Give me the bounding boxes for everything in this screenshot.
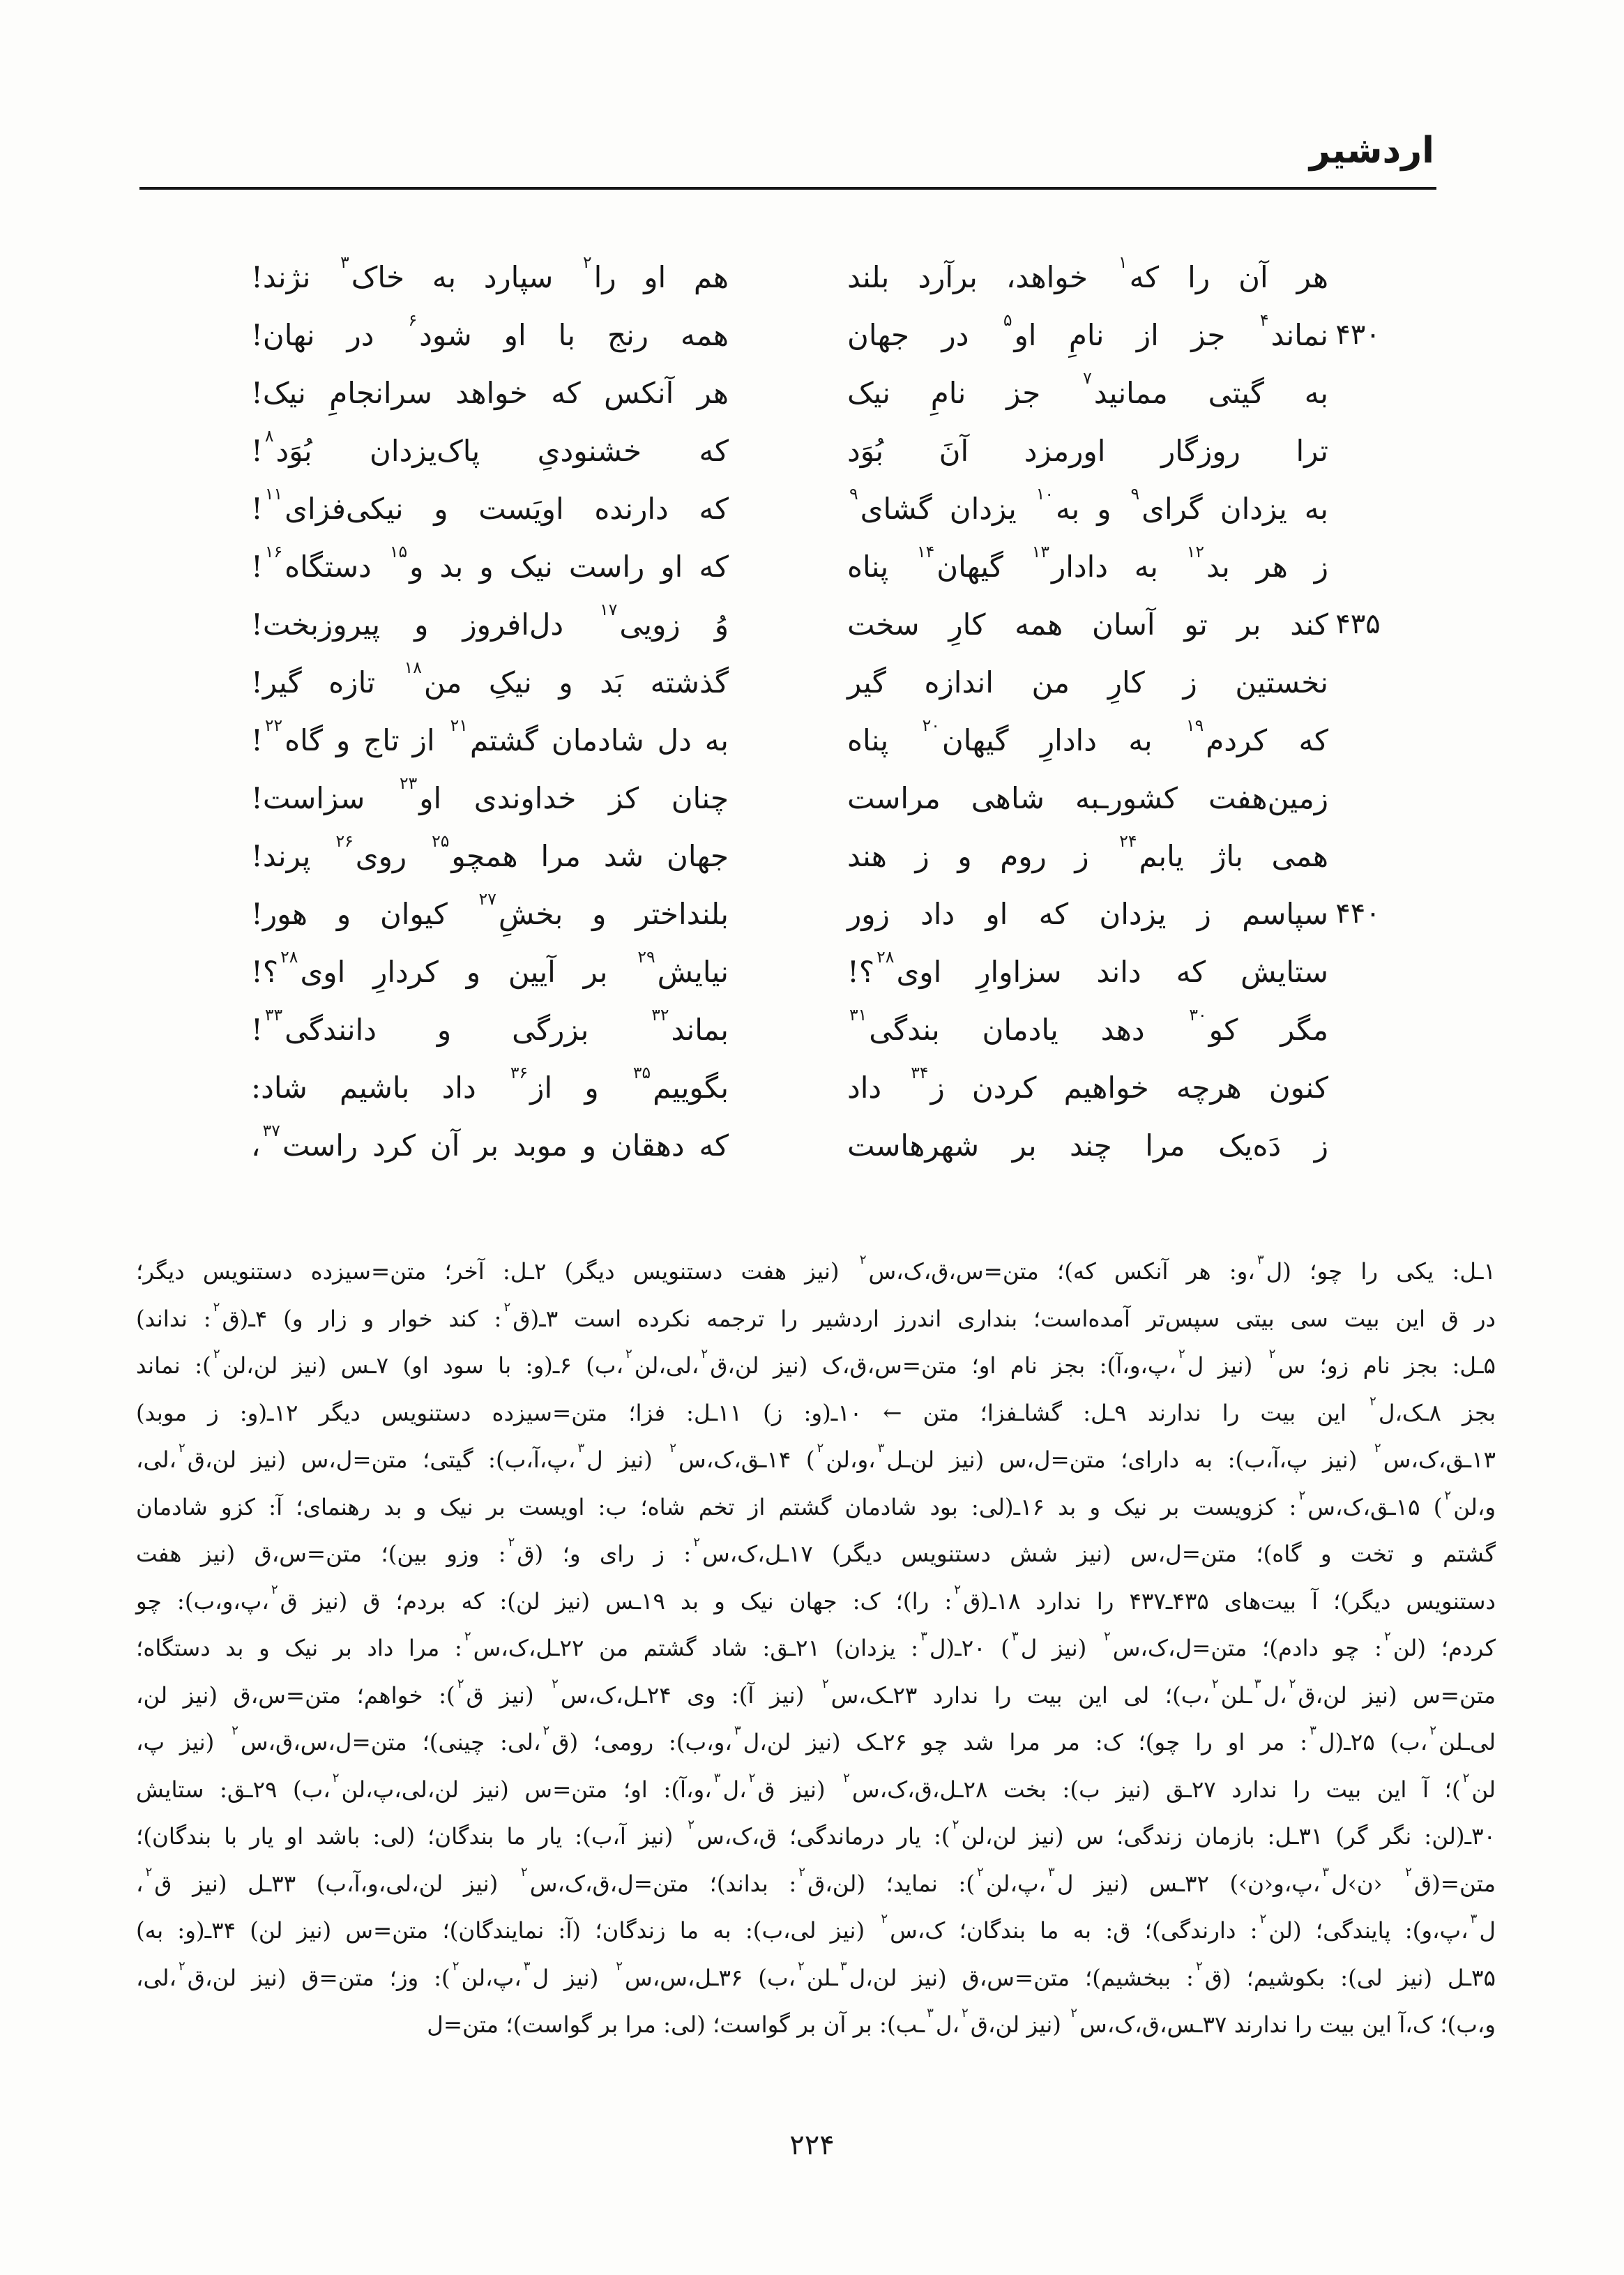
footnote-marker: ۲۶ bbox=[335, 831, 354, 852]
footnote-marker: ۱۸ bbox=[404, 658, 422, 678]
verse-number bbox=[1328, 769, 1388, 827]
footnote-marker: ۲ bbox=[748, 1770, 756, 1785]
footnote-marker: ۳۵ bbox=[632, 1063, 651, 1083]
footnote-line: ۵ـل: بجز نام زو؛ س$^۲$ (نیز ل$^۲$،پ،و،آ): بجز نام او؛ متن=س،ق،ک (نیز لن،ق$^۲$،لی،لن$^۲$،ب) ۶ـ(و: با سود او) ۷ـس (نیز لن،لن$^۲$): نماند bbox=[136, 1347, 1496, 1379]
footnote-marker: ۲ bbox=[962, 2006, 969, 2021]
column-gap bbox=[729, 885, 847, 943]
footnote-line: ۱۳ـق،ک،س$^۲$ (نیز پ،آ،ب): به دارای؛ متن=ل،س (نیز لن‌ـل$^۳$،و،لن$^۲$) ۱۴ـق،ک،س$^۲$ (نیز ل$^۳$،پ،آ،ب): گیتی؛ متن=ل،س (نیز لن،ق$^۲$،لی، bbox=[136, 1441, 1496, 1473]
footnote-marker: ۱۵ bbox=[389, 542, 408, 562]
column-gap bbox=[729, 422, 847, 480]
footnote-marker: ۲ bbox=[552, 1676, 559, 1691]
hemistich-second: نیایش$^{۲۹}$ بر آیین و کردارِ اوی$^{۲۸}$؟! bbox=[251, 947, 729, 989]
footnote-marker: ۳ bbox=[1322, 1864, 1330, 1880]
verse-row bbox=[251, 1117, 1388, 1174]
footnote-marker: ۹ bbox=[1130, 484, 1140, 504]
footnote-marker: ۳۲ bbox=[651, 1005, 669, 1025]
verse-row bbox=[251, 1001, 1388, 1059]
column-gap bbox=[729, 1001, 847, 1059]
footnote-marker: ۲ bbox=[1289, 1676, 1296, 1691]
footnote-marker: ۲ bbox=[954, 1582, 962, 1597]
hemistich-first: هر آن را که$^۱$ خواهد، برآرد بلند bbox=[847, 252, 1328, 294]
hemistich-first: مگر کو$^{۳۰}$ دهد یادمان بندگی$^{۳۱}$ bbox=[849, 1005, 1328, 1047]
hemistich-first: زمین‌هفت کشورـبه شاهی مراست bbox=[847, 781, 1328, 815]
footnote-marker: ۷ bbox=[1083, 368, 1092, 388]
footnote-marker: ۱۶ bbox=[264, 542, 283, 562]
footnote-marker: ۱۲ bbox=[1186, 542, 1205, 562]
footnote-marker: ۲ bbox=[881, 1912, 888, 1927]
hemistich-second: که دهقان و موبد بر آن کرد راست$^{۳۷}$، bbox=[251, 1121, 729, 1163]
footnote-marker: ۲ bbox=[508, 1535, 515, 1550]
footnote-marker: ۱۳ bbox=[1031, 542, 1049, 562]
page-number: ۲۲۴ bbox=[789, 2129, 835, 2161]
verse-number bbox=[1328, 364, 1388, 422]
hemistich-first: ز دَه‌یک مرا چند بر شهرهاست bbox=[847, 1128, 1328, 1163]
footnote-marker: ۲ bbox=[1211, 1676, 1219, 1691]
verse-number bbox=[1328, 653, 1388, 711]
hemistich-second: که خشنودیِ پاک‌یزدان بُوَد$^۸$! bbox=[251, 426, 729, 468]
footnote-marker: ۲ bbox=[1268, 1347, 1276, 1362]
hemistich-first: نخستین ز کارِ من اندازه گیر bbox=[847, 665, 1328, 700]
footnote-marker: ۲ bbox=[542, 1723, 550, 1739]
verse-row bbox=[251, 885, 1388, 943]
column-gap bbox=[729, 248, 847, 306]
footnote-marker: ۳۳ bbox=[264, 1005, 283, 1025]
hemistich-first: سپاسم ز یزدان که او داد زور bbox=[847, 897, 1328, 931]
footnote-line: ل$^۳$،پ،و): پایندگی؛ (لن$^۲$: دارندگی)؛ ق: به ما بندگان؛ ک،س$^۲$ (نیز لی،ب): به ما زندگان؛ (آ: نمایندگان)؛ متن=س (نیز لن) ۳۴ـ(و: به) bbox=[136, 1912, 1496, 1944]
hemistich-first: ز هر بد$^{۱۲}$ به دادار$^{۱۳}$ گیهان$^{۱۴}$ پناه bbox=[847, 542, 1328, 584]
footnote-marker: ۲ bbox=[625, 1347, 632, 1362]
hemistich-first: که کردم$^{۱۹}$ به دادارِ گیهان$^{۲۰}$ پناه bbox=[847, 716, 1328, 757]
footnote-marker: ۲۸ bbox=[280, 947, 298, 967]
hemistich-second: هم او را$^۲$ سپارد به خاک$^۳$ نژند! bbox=[251, 252, 729, 294]
verse-row bbox=[251, 248, 1388, 306]
footnote-marker: ۲ bbox=[457, 1676, 464, 1691]
hemistich-first: به یزدان گرای$^۹$ و به$^{۱۰}$ یزدان گشای$^۹$ bbox=[849, 484, 1328, 526]
hemistich-second: گذشته بَد و نیکِ من$^{۱۸}$ تازه گیر! bbox=[251, 658, 729, 700]
footnote-line: در ق این بیت سی بیتی سپس‌تر آمده‌است؛ بنداری اندرز اردشیر را ترجمه نکرده است ۳ـ(ق$^۲$: کند خوار و زار و) ۴ـ(ق$^۲$: نداند) bbox=[136, 1299, 1496, 1332]
hemistich-second: بگوییم$^{۳۵}$ و از$^{۳۶}$ داد باشیم شاد: bbox=[251, 1063, 729, 1105]
hemistich-second: بماند$^{۳۲}$ بزرگی و دانندگی$^{۳۳}$! bbox=[251, 1005, 729, 1047]
footnote-marker: ۲ bbox=[1369, 1393, 1376, 1409]
footnote-marker: ۲۹ bbox=[637, 947, 655, 967]
verse-number bbox=[1328, 827, 1388, 885]
footnote-marker: ۲ bbox=[688, 1817, 695, 1833]
verse-row bbox=[251, 538, 1388, 596]
verse-row bbox=[251, 596, 1388, 653]
verse-number bbox=[1328, 1117, 1388, 1174]
footnote-marker: ۲ bbox=[693, 1535, 700, 1550]
column-gap bbox=[729, 1059, 847, 1117]
footnote-marker: ۲ bbox=[1383, 1629, 1391, 1645]
verse-number: ۴۴۰ bbox=[1335, 898, 1381, 930]
footnote-marker: ۶ bbox=[408, 310, 418, 331]
footnote-marker: ۲ bbox=[503, 1299, 511, 1315]
hemistich-first: کنون هرچه خواهیم کردن ز$^{۳۴}$ داد bbox=[847, 1063, 1328, 1105]
footnote-line: دستنویس دیگر)؛ آ بیت‌های ۴۳۵ـ۴۳۷ را ندارد ۱۸ـ(ق$^۲$: را)؛ ک: جهان نیک و بد ۱۹ـس (نیز لن): که بردم؛ ق (نیز ق$^۲$،پ،و،ب): چو bbox=[136, 1582, 1496, 1615]
footnote-marker: ۲ bbox=[178, 1958, 185, 1974]
column-gap bbox=[729, 943, 847, 1001]
verse-number bbox=[1328, 538, 1388, 596]
footnote-marker: ۲ bbox=[821, 1676, 829, 1691]
footnote-marker: ۳ bbox=[877, 1441, 885, 1456]
footnote-marker: ۲ bbox=[464, 1629, 471, 1645]
footnote-marker: ۳ bbox=[713, 1770, 721, 1785]
footnote-marker: ۳ bbox=[1048, 1864, 1055, 1880]
footnote-marker: ۱ bbox=[1118, 252, 1128, 273]
footnote-marker: ۳۰ bbox=[1189, 1005, 1207, 1025]
chapter-title: اردشیر bbox=[1309, 129, 1434, 172]
verse-row bbox=[251, 480, 1388, 538]
footnote-marker: ۱۴ bbox=[916, 542, 935, 562]
hemistich-first: کند بر تو آسان همه کارِ سخت bbox=[847, 607, 1328, 642]
footnote-marker: ۳ bbox=[1310, 1723, 1316, 1739]
verse-number: ۴۳۵ bbox=[1335, 608, 1381, 640]
header-rule bbox=[139, 187, 1436, 190]
verse-number bbox=[1328, 480, 1388, 538]
verse-row bbox=[251, 827, 1388, 885]
verse-row bbox=[251, 306, 1388, 364]
hemistich-first: همی باژ یابم$^{۲۴}$ ز روم و ز هند bbox=[847, 831, 1328, 873]
footnote-marker: ۳ bbox=[1254, 1676, 1261, 1691]
footnote-marker: ۲ bbox=[977, 1864, 984, 1880]
verse-row bbox=[251, 364, 1388, 422]
footnote-marker: ۳ bbox=[734, 1723, 741, 1739]
footnote-marker: ۳۶ bbox=[510, 1063, 529, 1083]
footnote-marker: ۲ bbox=[1298, 1488, 1306, 1503]
footnote-marker: ۳۱ bbox=[849, 1005, 867, 1025]
column-gap bbox=[729, 769, 847, 827]
footnote-marker: ۲ bbox=[1405, 1864, 1412, 1880]
footnote-line: و،ب)؛ ک،آ این بیت را ندارند ۳۷ـس،ق،ک،س$^۲$ (نیز لن،ق$^۲$،ل$^۳$ـب): بر آن بر گواست؛ (لی: مرا بر گواست)؛ متن=ل bbox=[427, 2006, 1496, 2038]
verse-number bbox=[1328, 711, 1388, 769]
column-gap bbox=[729, 538, 847, 596]
footnote-marker: ۲۱ bbox=[450, 716, 468, 736]
verse-row bbox=[251, 1059, 1388, 1117]
hemistich-second: که او راست نیک و بد و$^{۱۵}$ دستگاه$^{۱۶}$! bbox=[251, 542, 729, 584]
footnote-marker: ۲ bbox=[798, 1864, 806, 1880]
footnote-marker: ۲ bbox=[1462, 1770, 1470, 1785]
footnote-marker: ۲ bbox=[1444, 1488, 1452, 1503]
footnote-line: لن$^۲$)؛ آ این بیت را ندارد ۲۷ـق (نیز ب): بخت ۲۸ـل،ق،ک،س$^۲$ (نیز ق$^۲$،ل$^۳$،و،آ): او؛ متن=س (نیز لن،لی،پ،لن$^۲$،ب) ۲۹ـق: ستایش bbox=[136, 1770, 1496, 1803]
hemistich-second: چنان کز خداوندی او$^{۲۳}$ سزاست! bbox=[251, 773, 729, 815]
verse-row bbox=[251, 943, 1388, 1001]
footnote-marker: ۲ bbox=[952, 1817, 959, 1833]
footnote-line: گشتم و تخت و گاه)؛ متن=ل،س (نیز شش دستنویس دیگر) ۱۷ـل،ک،س$^۲$: ز رای و؛ (ق$^۲$: وزو بین)؛ متن=س،ق (نیز هفت bbox=[136, 1535, 1496, 1567]
footnote-marker: ۲ bbox=[1196, 1958, 1203, 1974]
footnote-marker: ۲۲ bbox=[264, 716, 283, 736]
verse-row bbox=[251, 711, 1388, 769]
footnote-marker: ۳ bbox=[577, 1441, 585, 1456]
footnote-marker: ۹ bbox=[849, 484, 858, 504]
column-gap bbox=[729, 596, 847, 653]
footnote-marker: ۴ bbox=[1259, 310, 1269, 331]
footnote-marker: ۲ bbox=[232, 1723, 238, 1739]
verse-number bbox=[1328, 1001, 1388, 1059]
column-gap bbox=[729, 653, 847, 711]
column-gap bbox=[729, 480, 847, 538]
footnote-marker: ۲ bbox=[859, 1253, 867, 1268]
footnote-marker: ۲ bbox=[1103, 1629, 1111, 1645]
footnote-marker: ۲ bbox=[583, 252, 592, 273]
poem bbox=[251, 248, 1388, 1174]
footnote-marker: ۲۵ bbox=[432, 831, 450, 852]
verse-number bbox=[1328, 1059, 1388, 1117]
column-gap bbox=[729, 306, 847, 364]
verse-row bbox=[251, 653, 1388, 711]
footnote-marker: ۲۳ bbox=[399, 773, 418, 794]
column-gap bbox=[729, 364, 847, 422]
footnote-marker: ۲ bbox=[1178, 1347, 1185, 1362]
footnote-line: لی‌ـلن$^۲$،ب) ۲۵ـ(ل$^۳$: مر او را چو)؛ ک: مر مرا شد چو ۲۶ـک (نیز لن،ل$^۳$،و،ب): رومی؛ (ق$^۲$،لی: چینی)؛ متن=ل،س،ق،س$^۲$ (نیز پ، bbox=[136, 1723, 1496, 1755]
footnote-marker: ۳ bbox=[1011, 1629, 1019, 1645]
footnote-marker: ۲ bbox=[213, 1299, 220, 1315]
footnote-marker: ۳ bbox=[840, 1958, 847, 1974]
footnote-marker: ۱۰ bbox=[1035, 484, 1054, 504]
hemistich-second: هر آنکس که خواهد سرانجامِ نیک! bbox=[251, 376, 729, 410]
footnote-marker: ۳ bbox=[340, 252, 349, 273]
footnote-line: متن=س (نیز لن،ق$^۲$،ل$^۳$ـلن$^۲$،ب)؛ لی این بیت را ندارد ۲۳ـک،س$^۲$ (نیز آ): وی ۲۴ـل،ک،س$^۲$ (نیز ق$^۲$): خواهم؛ متن=س،ق (نیز لن، bbox=[136, 1676, 1496, 1709]
footnote-line: کردم؛ (لن$^۲$: چو دادم)؛ متن=ل،ک،س$^۲$ (نیز ل$^۳$) ۲۰ـ(ل$^۳$: یزدان) ۲۱ـق: شاد گشتم من ۲۲ـل،ک،س$^۲$: مرا داد بر نیک و بد دستگاه؛ bbox=[136, 1629, 1496, 1661]
column-gap bbox=[729, 711, 847, 769]
footnote-marker: ۲ bbox=[178, 1441, 185, 1456]
footnote-marker: ۲ bbox=[701, 1347, 708, 1362]
footnote-marker: ۳ bbox=[927, 2006, 934, 2021]
footnote-marker: ۲ bbox=[798, 1958, 805, 1974]
footnote-marker: ۱۷ bbox=[600, 600, 618, 620]
footnote-marker: ۲ bbox=[332, 1770, 340, 1785]
footnote-marker: ۵ bbox=[1003, 310, 1012, 331]
column-gap bbox=[729, 827, 847, 885]
footnote-line: بجز ۸ـک،ل$^۲$ این بیت را ندارند ۹ـل: گشاـفزا؛ متن ← ۱۰ـ(و: ز) ۱۱ـل: فزا؛ متن=سیزده دستنویس دیگر ۱۲ـ(و: ز موبد) bbox=[136, 1393, 1496, 1426]
footnote-marker: ۲ bbox=[843, 1770, 850, 1785]
footnote-marker: ۲۴ bbox=[1119, 831, 1137, 852]
footnote-marker: ۸ bbox=[264, 426, 274, 446]
hemistich-first: ترا روزگار اورمزد آنَ بُوَد bbox=[847, 434, 1328, 468]
verse-row bbox=[251, 422, 1388, 480]
verse-number bbox=[1328, 248, 1388, 306]
footnote-marker: ۲ bbox=[1374, 1441, 1381, 1456]
footnote-marker: ۲ bbox=[1070, 2006, 1078, 2021]
hemistich-second: وُ زویی$^{۱۷}$ دل‌افروز و پیروزبخت! bbox=[251, 600, 729, 642]
footnote-marker: ۳ bbox=[1470, 1912, 1478, 1927]
column-gap bbox=[729, 1117, 847, 1174]
footnote-marker: ۲ bbox=[213, 1347, 220, 1362]
footnote-marker: ۲ bbox=[452, 1958, 460, 1974]
footnotes-section bbox=[136, 1248, 1496, 2049]
footnote-marker: ۳۷ bbox=[262, 1121, 280, 1141]
footnote-marker: ۲ bbox=[520, 1864, 528, 1880]
verse-row bbox=[251, 769, 1388, 827]
footnote-marker: ۳ bbox=[1257, 1253, 1264, 1268]
hemistich-second: بلنداختر و بخشِ$^{۲۷}$ کیوان و هور! bbox=[251, 889, 729, 931]
footnote-line: و،لن$^۲$) ۱۵ـق،ک،س$^۲$: کزویست بر نیک و بد ۱۶ـ(لی: بود شادمان گشتم از تخم شاه؛ ب: اویست بر نیک و بد رهنمای؛ آ: کزو شادمان bbox=[136, 1488, 1496, 1520]
footnote-line: متن=(ق$^۲$ ‹ن›ل$^۳$،پ،و‹ن›) ۳۲ـس (نیز ل$^۳$،پ،لن$^۲$): نماید؛ (لن،ق$^۲$: بداند)؛ متن=ل،ق،ک،س$^۲$ (نیز لن،لی،و،آ،ب) ۳۳ـل (نیز ق$^۲$، bbox=[136, 1864, 1496, 1897]
footnote-marker: ۲ bbox=[1259, 1912, 1267, 1927]
hemistich-first: به گیتی ممانید$^۷$ جز نامِ نیک bbox=[847, 368, 1328, 410]
footnote-marker: ۲ bbox=[145, 1864, 153, 1880]
hemistich-first: ستایش که داند سزاوارِ اوی$^{۲۸}$؟! bbox=[847, 947, 1328, 989]
hemistich-first: نماند$^۴$ جز از نامِ او$^۵$ در جهان bbox=[847, 310, 1328, 352]
hemistich-second: همه رنج با او شود$^۶$ در نهان! bbox=[251, 310, 729, 352]
verse-number bbox=[1328, 422, 1388, 480]
hemistich-second: جهان شد مرا همچو$^{۲۵}$ روی$^{۲۶}$ پرند! bbox=[251, 831, 729, 873]
footnote-marker: ۱۹ bbox=[1185, 716, 1204, 736]
hemistich-second: به دل شادمان گشتم$^{۲۱}$ از تاج و گاه$^{۲۲}$! bbox=[251, 716, 729, 757]
verse-number bbox=[1328, 943, 1388, 1001]
hemistich-second: که دارنده اویَست و نیکی‌فزای$^{۱۱}$! bbox=[251, 484, 729, 526]
footnote-marker: ۲۸ bbox=[876, 947, 895, 967]
footnote-marker: ۱۱ bbox=[264, 484, 283, 504]
footnote-marker: ۲ bbox=[1429, 1723, 1436, 1739]
footnote-line: ۱ـل: یکی را چو؛ (ل$^۳$،و: هر آنکس که)؛ متن=س،ق،ک،س$^۲$ (نیز هفت دستنویس دیگر) ۲ـل: آخر؛ متن=سیزده دستنویس دیگر؛ bbox=[136, 1253, 1496, 1285]
footnote-marker: ۲۰ bbox=[922, 716, 940, 736]
footnote-marker: ۲ bbox=[616, 1958, 623, 1974]
footnote-marker: ۳۴ bbox=[911, 1063, 929, 1083]
footnote-marker: ۳ bbox=[523, 1958, 531, 1974]
footnote-marker: ۳ bbox=[920, 1629, 927, 1645]
footnote-marker: ۲ bbox=[271, 1582, 278, 1597]
footnote-marker: ۲ bbox=[669, 1441, 677, 1456]
footnote-line: ۳۵ـل (نیز لی): بکوشیم؛ (ق$^۲$: ببخشیم)؛ متن=س،ق (نیز لن،ل$^۳$ـلن$^۲$،ب) ۳۶ـل،س،س$^۲$ (نیز ل$^۳$،پ،لن$^۲$): وز؛ متن=ق (نیز لن،ق$^۲$،لی، bbox=[136, 1958, 1496, 1991]
verse-number: ۴۳۰ bbox=[1335, 319, 1381, 351]
footnote-marker: ۲ bbox=[817, 1441, 824, 1456]
footnote-marker: ۲۷ bbox=[478, 889, 496, 909]
footnote-line: ۳۰ـ(لن: نگر گر) ۳۱ـل: بازمان زندگی؛ س (نیز لن،لن$^۲$): یار درماندگی؛ ق،ک،س$^۲$ (نیز آ،ب): یار ما بندگان؛ (لی: باشد او یار با بندگان)؛ bbox=[136, 1817, 1496, 1850]
